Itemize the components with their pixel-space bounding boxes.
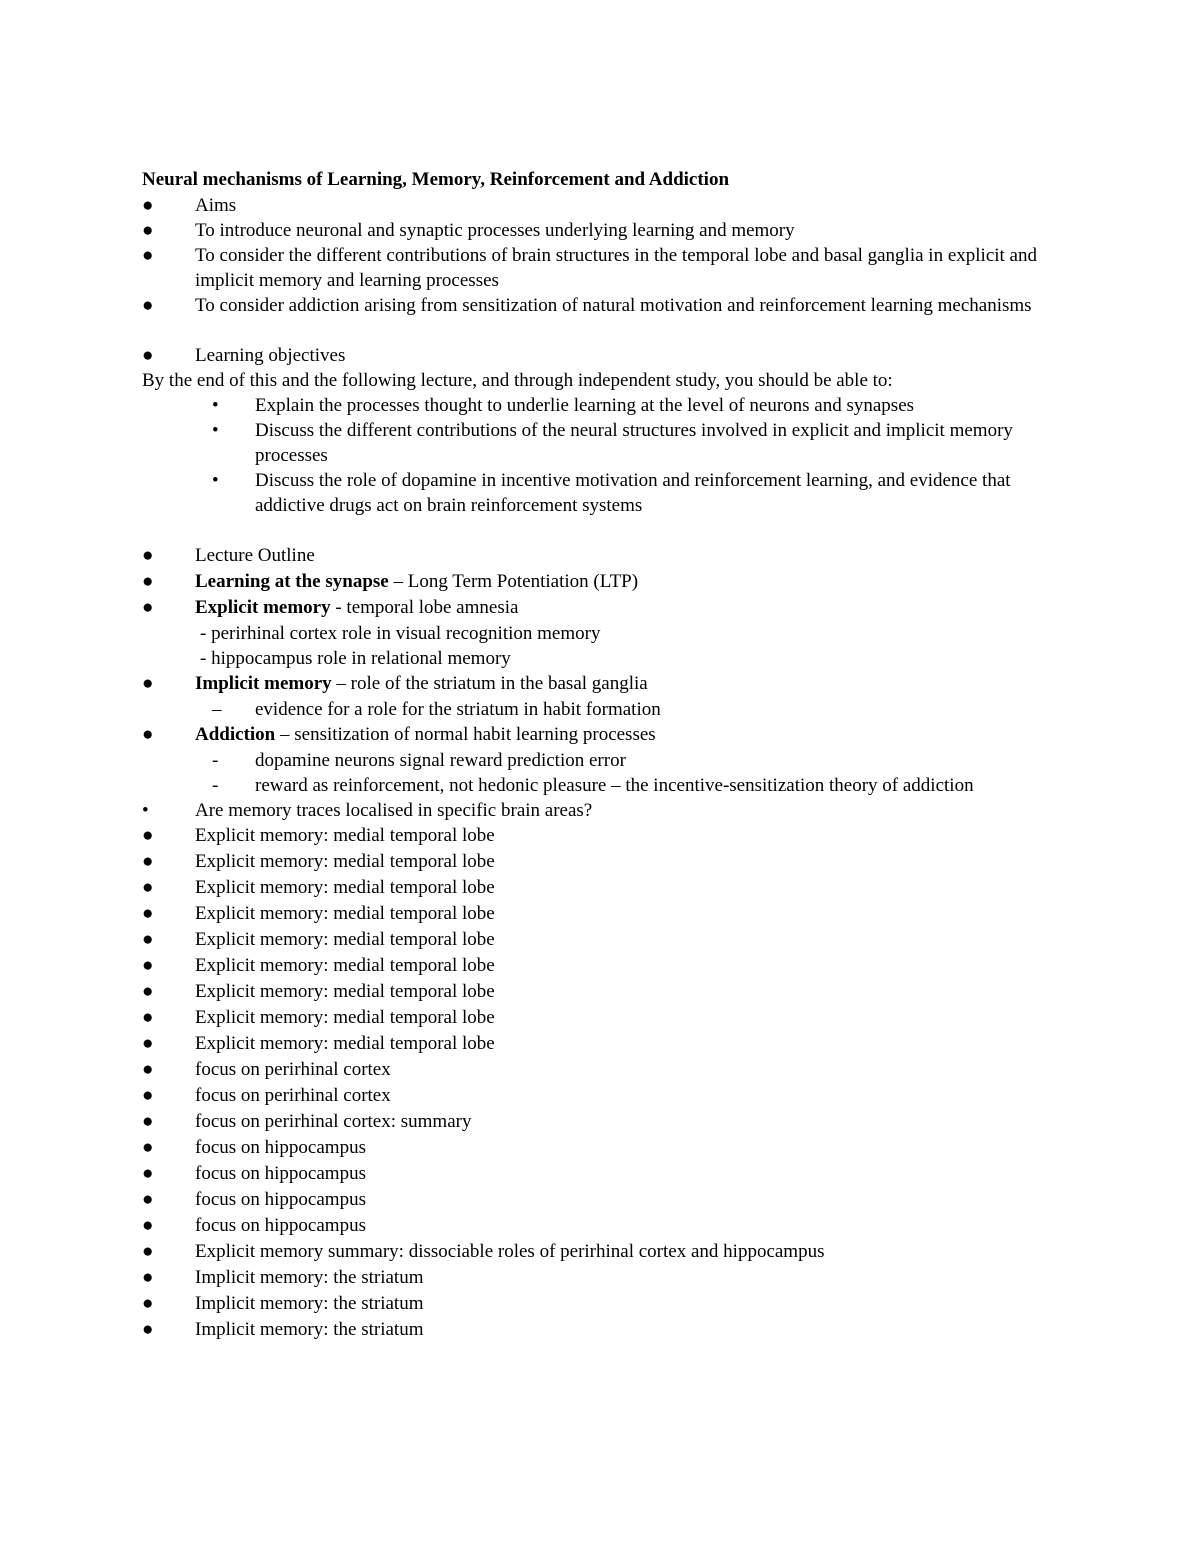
outline-implicit-bold: Implicit memory <box>195 673 332 694</box>
outline-implicit-sub-text: evidence for a role for the striatum in habit formation <box>255 699 661 720</box>
bullet-icon: ● <box>142 1163 154 1184</box>
list-item <box>142 849 1062 875</box>
small-bullet-icon: • <box>212 395 219 416</box>
objective-text: Discuss the role of dopamine in incentive motivation and reinforcement learning, and evidence that addictive drugs act on brain reinforcement systems <box>255 470 1011 516</box>
outline-addiction-text: – sensitization of normal habit learning processes <box>275 724 656 745</box>
objective-item <box>142 468 1062 518</box>
outline-addiction-sub-text: reward as reinforcement, not hedonic pleasure – the incentive-sensitization theory of addiction <box>255 775 974 796</box>
aims-heading: Aims <box>195 195 237 216</box>
small-bullet-icon: • <box>212 470 219 491</box>
slide-item-text: Explicit memory: medial temporal lobe <box>195 903 495 924</box>
list-item <box>142 1057 1062 1083</box>
objectives-intro: By the end of this and the following lecture, and through independent study, you should be able to: <box>142 370 893 391</box>
bullet-icon: ● <box>142 1293 154 1314</box>
list-item <box>142 1187 1062 1213</box>
bullet-icon: ● <box>142 545 154 566</box>
bullet-icon: ● <box>142 825 154 846</box>
question-text: Are memory traces localised in specific brain areas? <box>195 800 593 821</box>
slide-item-text: Implicit memory: the striatum <box>195 1267 424 1288</box>
bullet-icon: ● <box>142 245 154 266</box>
bullet-icon: ● <box>142 1189 154 1210</box>
bullet-icon: ● <box>142 903 154 924</box>
bullet-icon: ● <box>142 1241 154 1262</box>
list-item <box>142 901 1062 927</box>
objective-item <box>142 393 1062 418</box>
bullet-icon: ● <box>142 673 154 694</box>
list-item <box>142 1083 1062 1109</box>
aim-text: To introduce neuronal and synaptic processes underlying learning and memory <box>195 220 795 241</box>
list-item-aims <box>142 193 1062 218</box>
outline-synapse-bold: Learning at the synapse <box>195 571 389 592</box>
outline-addiction-bold: Addiction <box>195 724 276 745</box>
bullet-icon: ● <box>142 981 154 1002</box>
bullet-icon: ● <box>142 1007 154 1028</box>
list-item <box>142 569 1062 595</box>
list-item-question <box>142 798 1062 823</box>
bullet-icon: ● <box>142 345 154 366</box>
objective-item <box>142 418 1062 468</box>
outline-explicit-text: - temporal lobe amnesia <box>330 597 519 618</box>
bullet-icon: ● <box>142 1059 154 1080</box>
slide-item-text: Implicit memory: the striatum <box>195 1293 424 1314</box>
slide-item-text: focus on hippocampus <box>195 1189 366 1210</box>
aim-text: To consider the different contributions of brain structures in the temporal lobe and basal ganglia in explicit and implicit memory and learning processes <box>195 245 1037 291</box>
dash-marker: - <box>212 775 219 796</box>
outline-heading: Lecture Outline <box>195 545 315 566</box>
small-bullet-icon: • <box>142 800 149 821</box>
bullet-icon: ● <box>142 851 154 872</box>
objectives-heading: Learning objectives <box>195 345 346 366</box>
slide-item-text: Explicit memory: medial temporal lobe <box>195 1033 495 1054</box>
slide-item-text: Explicit memory: medial temporal lobe <box>195 1007 495 1028</box>
bullet-icon: ● <box>142 1215 154 1236</box>
list-item <box>142 218 1062 243</box>
slide-item-text: Implicit memory: the striatum <box>195 1319 424 1340</box>
bullet-icon: ● <box>142 1111 154 1132</box>
dash-marker: - <box>212 750 219 771</box>
list-item <box>142 979 1062 1005</box>
bullet-icon: ● <box>142 220 154 241</box>
list-item <box>142 243 1062 293</box>
list-item-objectives <box>142 343 1062 368</box>
bullet-icon: ● <box>142 1319 154 1340</box>
slide-item-text: Explicit memory: medial temporal lobe <box>195 929 495 950</box>
list-item <box>142 953 1062 979</box>
small-bullet-icon: • <box>212 420 219 441</box>
list-item <box>142 1213 1062 1239</box>
slide-item-text: Explicit memory: medial temporal lobe <box>195 851 495 872</box>
list-item <box>142 293 1062 318</box>
list-item <box>142 671 1062 697</box>
slide-item-text: focus on perirhinal cortex: summary <box>195 1111 472 1132</box>
outline-implicit-sub <box>142 697 1062 722</box>
bullet-icon: ● <box>142 1033 154 1054</box>
slide-list <box>142 823 1062 1343</box>
bullet-icon: ● <box>142 295 154 316</box>
list-item <box>142 722 1062 748</box>
list-item <box>142 1109 1062 1135</box>
outline-addiction-sub <box>142 748 1062 773</box>
list-item <box>142 1265 1062 1291</box>
list-item <box>142 1005 1062 1031</box>
bullet-icon: ● <box>142 724 154 745</box>
document-title: Neural mechanisms of Learning, Memory, Reinforcement and Addiction <box>142 169 730 190</box>
objective-text: Discuss the different contributions of the neural structures involved in explicit and implicit memory processes <box>255 420 1013 466</box>
outline-addiction-sub <box>142 773 1062 798</box>
bullet-icon: ● <box>142 571 154 592</box>
list-item <box>142 1031 1062 1057</box>
list-item <box>142 1161 1062 1187</box>
document-page <box>142 166 1062 1343</box>
list-item <box>142 1239 1062 1265</box>
slide-item-text: focus on hippocampus <box>195 1137 366 1158</box>
slide-item-text: focus on perirhinal cortex <box>195 1085 391 1106</box>
bullet-icon: ● <box>142 1085 154 1106</box>
list-item-outline <box>142 543 1062 569</box>
slide-item-text: Explicit memory summary: dissociable roles of perirhinal cortex and hippocampus <box>195 1241 825 1262</box>
slide-item-text: focus on perirhinal cortex <box>195 1059 391 1080</box>
list-item <box>142 1317 1062 1343</box>
list-item <box>142 927 1062 953</box>
outline-addiction-sub-text: dopamine neurons signal reward prediction error <box>255 750 626 771</box>
outline-implicit-text: – role of the striatum in the basal ganglia <box>331 673 648 694</box>
slide-item-text: focus on hippocampus <box>195 1215 366 1236</box>
bullet-icon: ● <box>142 195 154 216</box>
list-item <box>142 1135 1062 1161</box>
list-item <box>142 595 1062 621</box>
outline-synapse-text: – Long Term Potentiation (LTP) <box>388 571 639 592</box>
bullet-icon: ● <box>142 929 154 950</box>
slide-item-text: Explicit memory: medial temporal lobe <box>195 877 495 898</box>
slide-item-text: focus on hippocampus <box>195 1163 366 1184</box>
list-item <box>142 823 1062 849</box>
bullet-icon: ● <box>142 877 154 898</box>
list-item <box>142 875 1062 901</box>
aim-text: To consider addiction arising from sensitization of natural motivation and reinforcement learning mechanisms <box>195 295 1032 316</box>
bullet-icon: ● <box>142 1267 154 1288</box>
bullet-icon: ● <box>142 1137 154 1158</box>
outline-explicit-sub: - hippocampus role in relational memory <box>200 648 511 669</box>
slide-item-text: Explicit memory: medial temporal lobe <box>195 825 495 846</box>
slide-item-text: Explicit memory: medial temporal lobe <box>195 955 495 976</box>
list-item <box>142 1291 1062 1317</box>
outline-explicit-sub: - perirhinal cortex role in visual recognition memory <box>200 623 601 644</box>
objective-text: Explain the processes thought to underlie learning at the level of neurons and synapses <box>255 395 915 416</box>
bullet-icon: ● <box>142 597 154 618</box>
outline-explicit-bold: Explicit memory <box>195 597 331 618</box>
dash-marker: – <box>212 699 222 720</box>
slide-item-text: Explicit memory: medial temporal lobe <box>195 981 495 1002</box>
bullet-icon: ● <box>142 955 154 976</box>
